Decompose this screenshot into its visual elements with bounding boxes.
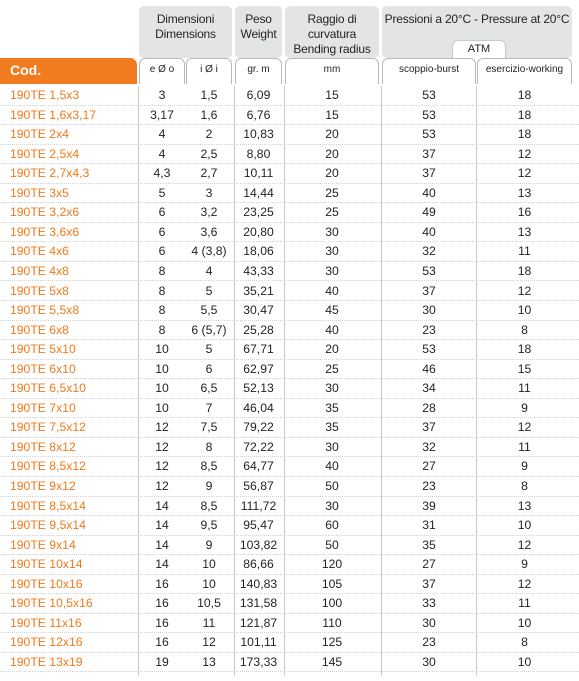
cell-working: 11 (518, 596, 531, 611)
cell-working: 9 (521, 557, 528, 572)
table-row (0, 633, 579, 653)
header-code-label: Cod. (10, 62, 42, 78)
cell-code: 190TE 6,5x10 (10, 381, 86, 396)
header-bending-radius (285, 6, 379, 58)
table-row (0, 282, 579, 302)
cell-working: 13 (517, 498, 532, 513)
cell-weight: 103,82 (239, 537, 278, 552)
cell-working: 10 (517, 303, 532, 318)
cell-radius: 50 (325, 479, 339, 493)
cell-weight: 67,71 (243, 342, 274, 357)
cell-int: 2,7 (200, 166, 218, 181)
cell-burst: 40 (422, 224, 436, 239)
cell-working: 13 (517, 185, 532, 200)
cell-radius: 50 (325, 537, 339, 552)
cell-int: 6 (205, 361, 213, 376)
cell-burst: 23 (422, 322, 436, 337)
table-row (0, 340, 579, 360)
cell-burst: 27 (422, 459, 436, 474)
cell-burst: 40 (422, 185, 436, 200)
cell-ext: 4 (158, 127, 166, 142)
unit-ext-diameter: e Ø o (139, 58, 185, 84)
cell-code: 190TE 5,5x8 (10, 303, 80, 318)
cell-code: 190TE 8,5x12 (10, 459, 86, 474)
table-row (0, 86, 579, 106)
cell-ext: 3,17 (150, 107, 174, 122)
cell-working: 9 (521, 400, 528, 415)
cell-ext: 4 (158, 146, 166, 161)
cell-working: 11 (518, 244, 531, 259)
cell-weight: 30,47 (243, 303, 274, 318)
table-row (0, 477, 579, 497)
cell-code: 190TE 12x16 (10, 635, 83, 650)
cell-weight: 10,11 (243, 166, 274, 181)
cell-burst: 53 (422, 88, 436, 102)
cell-burst: 39 (422, 498, 436, 513)
cell-int: 7,5 (200, 420, 218, 435)
cell-code: 190TE 8x12 (10, 439, 76, 454)
cell-burst: 35 (422, 537, 436, 552)
table-row (0, 536, 579, 556)
cell-burst: 37 (422, 420, 436, 435)
cell-radius: 100 (321, 596, 343, 611)
cell-code: 190TE 11x16 (10, 615, 82, 630)
cell-radius: 30 (325, 224, 339, 239)
unit-working: esercizio-working (477, 58, 572, 84)
table-row (0, 301, 579, 321)
cell-radius: 20 (325, 166, 339, 181)
cell-burst: 28 (422, 400, 436, 415)
cell-burst: 32 (422, 244, 436, 259)
cell-ext: 4,3 (153, 166, 171, 181)
cell-int: 6,5 (200, 381, 218, 396)
cell-ext: 14 (155, 498, 169, 513)
cell-radius: 35 (325, 400, 339, 415)
cell-int: 8,5 (200, 459, 218, 474)
cell-ext: 12 (155, 420, 169, 435)
cell-radius: 15 (325, 107, 339, 122)
cell-working: 12 (517, 146, 532, 161)
table-row (0, 497, 579, 517)
cell-code: 190TE 5x8 (10, 283, 69, 298)
cell-code: 190TE 9x12 (10, 479, 76, 493)
cell-int: 12 (202, 635, 216, 650)
cell-weight: 18,06 (243, 244, 274, 259)
cell-code: 190TE 4x8 (10, 263, 69, 278)
cell-working: 18 (517, 263, 532, 278)
cell-code: 190TE 2,7x4,3 (10, 166, 90, 181)
table-row (0, 145, 579, 165)
cell-int: 1,5 (200, 88, 218, 102)
cell-ext: 16 (155, 635, 169, 650)
cell-weight: 86,66 (243, 557, 274, 572)
cell-burst: 37 (422, 283, 436, 298)
header-bending-it: Raggio di curvatura (307, 12, 357, 41)
cell-burst: 31 (422, 518, 436, 533)
cell-weight: 20,80 (243, 224, 274, 239)
table-row (0, 399, 579, 419)
cell-weight: 43,33 (243, 263, 274, 278)
cell-radius: 60 (325, 518, 339, 533)
header-pressure-label: Pressioni a 20°C - Pressure at 20°C (384, 12, 570, 26)
cell-ext: 3 (158, 88, 166, 102)
unit-radius: mm (285, 58, 379, 84)
cell-radius: 145 (321, 654, 343, 669)
table-row (0, 223, 579, 243)
cell-radius: 40 (325, 459, 339, 474)
cell-code: 190TE 4x6 (10, 244, 69, 259)
cell-radius: 105 (321, 576, 343, 591)
cell-radius: 40 (325, 283, 339, 298)
cell-weight: 101,11 (240, 635, 277, 650)
cell-burst: 37 (422, 576, 436, 591)
table-row (0, 438, 579, 458)
cell-weight: 6,09 (246, 88, 271, 102)
table-row (0, 418, 579, 438)
cell-code: 190TE 3,6x6 (10, 224, 80, 239)
cell-ext: 16 (155, 596, 169, 611)
cell-weight: 6,76 (246, 107, 271, 122)
table-row (0, 653, 579, 673)
cell-code: 190TE 8,5x14 (10, 498, 86, 513)
cell-weight: 62,97 (243, 361, 274, 376)
cell-radius: 25 (325, 185, 339, 200)
cell-radius: 125 (321, 635, 343, 650)
cell-ext: 8 (158, 283, 166, 298)
cell-radius: 30 (325, 439, 339, 454)
table-row (0, 125, 579, 145)
cell-code: 190TE 13x19 (10, 654, 83, 669)
cell-burst: 33 (422, 596, 436, 611)
cell-code: 190TE 3,2x6 (10, 205, 80, 220)
cell-burst: 30 (422, 654, 436, 669)
cell-working: 8 (521, 635, 528, 650)
cell-int: 2,5 (200, 146, 218, 161)
cell-ext: 6 (158, 244, 166, 259)
cell-weight: 10,83 (243, 127, 274, 142)
cell-burst: 53 (422, 127, 436, 142)
cell-weight: 72,22 (243, 439, 274, 454)
cell-working: 12 (517, 420, 532, 435)
cell-int: 5 (205, 342, 213, 357)
cell-code: 190TE 7x10 (10, 400, 76, 415)
header-weight-it: Peso (245, 12, 272, 26)
cell-int: 5,5 (200, 303, 218, 318)
cell-weight: 46,04 (243, 400, 274, 415)
cell-ext: 8 (158, 303, 166, 318)
cell-ext: 6 (158, 224, 166, 239)
cell-weight: 79,22 (243, 420, 274, 435)
cell-radius: 25 (325, 205, 339, 220)
cell-working: 15 (517, 361, 532, 376)
cell-ext: 14 (155, 518, 169, 533)
cell-working: 10 (517, 518, 532, 533)
table-row (0, 457, 579, 477)
cell-working: 16 (517, 205, 532, 220)
cell-radius: 30 (325, 498, 339, 513)
table-row (0, 184, 579, 204)
cell-ext: 10 (155, 400, 169, 415)
cell-int: 10,5 (197, 596, 221, 611)
cell-working: 13 (517, 224, 532, 239)
cell-weight: 64,77 (243, 459, 274, 474)
cell-working: 12 (517, 166, 532, 181)
cell-int: 1,6 (200, 107, 218, 122)
header-atm-label: ATM (467, 43, 491, 55)
cell-radius: 30 (325, 263, 339, 278)
table-row (0, 242, 579, 262)
cell-code: 190TE 2,5x4 (10, 146, 80, 161)
cell-radius: 40 (325, 322, 339, 337)
cell-weight: 56,87 (243, 479, 274, 493)
cell-burst: 34 (422, 381, 436, 396)
unit-burst: scoppio-burst (382, 58, 476, 84)
cell-weight: 111,72 (240, 498, 277, 513)
cell-weight: 25,28 (243, 322, 274, 337)
cell-code: 190TE 9x14 (10, 537, 76, 552)
cell-weight: 35,21 (243, 283, 274, 298)
cell-weight: 131,58 (239, 596, 278, 611)
cell-weight: 23,25 (243, 205, 274, 220)
cell-burst: 23 (422, 479, 436, 493)
cell-int: 4 (3,8) (191, 244, 227, 259)
cell-ext: 14 (155, 557, 169, 572)
cell-burst: 23 (422, 635, 436, 650)
cell-int: 3 (205, 185, 213, 200)
cell-weight: 8,80 (246, 146, 271, 161)
cell-int: 11 (202, 615, 216, 630)
cell-code: 190TE 9,5x14 (10, 518, 86, 533)
cell-ext: 8 (158, 322, 166, 337)
table-row (0, 262, 579, 282)
cell-burst: 46 (422, 361, 436, 376)
cell-ext: 5 (158, 185, 166, 200)
table-row (0, 321, 579, 341)
cell-radius: 30 (325, 244, 339, 259)
cell-working: 11 (518, 381, 531, 396)
cell-code: 190TE 1,5x3 (10, 88, 80, 102)
table-row (0, 379, 579, 399)
cell-ext: 8 (158, 263, 166, 278)
cell-int: 3,2 (200, 205, 218, 220)
header-dimensions (139, 6, 232, 58)
cell-burst: 30 (422, 615, 436, 630)
cell-ext: 10 (155, 342, 169, 357)
cell-code: 190TE 10x14 (10, 557, 83, 572)
header-code (0, 58, 137, 84)
table-row (0, 594, 579, 614)
cell-working: 18 (517, 88, 532, 102)
cell-int: 8,5 (200, 498, 218, 513)
cell-working: 10 (517, 615, 532, 630)
cell-code: 190TE 10,5x16 (10, 596, 93, 611)
cell-weight: 95,47 (243, 518, 274, 533)
cell-working: 8 (521, 479, 528, 493)
cell-weight: 14,44 (243, 185, 274, 200)
cell-ext: 12 (155, 439, 169, 454)
cell-weight: 140,83 (239, 576, 278, 591)
cell-int: 6 (5,7) (191, 322, 227, 337)
cell-int: 5 (205, 283, 213, 298)
table-row (0, 203, 579, 223)
table-row (0, 106, 579, 126)
cell-ext: 19 (155, 654, 169, 669)
cell-radius: 20 (325, 342, 339, 357)
cell-radius: 20 (325, 146, 339, 161)
header-atm (452, 40, 506, 58)
cell-code: 190TE 7,5x12 (10, 420, 86, 435)
cell-radius: 120 (321, 557, 343, 572)
cell-ext: 10 (155, 381, 169, 396)
cell-code: 190TE 5x10 (10, 342, 76, 357)
cell-int: 13 (202, 654, 216, 669)
unit-weight: gr. m (235, 58, 282, 84)
cell-burst: 53 (422, 342, 436, 357)
header-dimensions-en: Dimensions (155, 27, 216, 41)
header-weight-en: Weight (240, 27, 277, 41)
cell-radius: 110 (322, 615, 342, 630)
cell-working: 8 (521, 322, 528, 337)
cell-burst: 37 (422, 166, 436, 181)
cell-working: 18 (517, 107, 532, 122)
cell-ext: 12 (155, 479, 169, 493)
cell-int: 3,6 (200, 224, 218, 239)
cell-int: 4 (205, 263, 213, 278)
cell-burst: 27 (422, 557, 436, 572)
cell-weight: 121,87 (239, 615, 278, 630)
cell-code: 190TE 10x16 (10, 576, 83, 591)
unit-int-diameter: i Ø i (186, 58, 232, 84)
cell-radius: 45 (325, 303, 339, 318)
cell-ext: 16 (155, 576, 169, 591)
cell-int: 8 (205, 439, 213, 454)
cell-working: 12 (517, 283, 532, 298)
header-weight (235, 6, 282, 58)
table-row (0, 555, 579, 575)
cell-weight: 173,33 (239, 654, 278, 669)
table-row (0, 516, 579, 536)
cell-code: 190TE 1,6x3,17 (10, 107, 97, 122)
cell-working: 18 (517, 342, 532, 357)
cell-code: 190TE 6x10 (10, 361, 76, 376)
cell-working: 18 (517, 127, 532, 142)
cell-int: 10 (202, 576, 216, 591)
cell-int: 9 (205, 479, 213, 493)
header-bending-en: Bending radius (293, 42, 371, 56)
cell-weight: 52,13 (243, 381, 274, 396)
cell-ext: 16 (155, 615, 169, 630)
cell-burst: 37 (422, 146, 436, 161)
cell-radius: 25 (325, 361, 339, 376)
table-row (0, 614, 579, 634)
cell-ext: 10 (155, 361, 169, 376)
table-row (0, 575, 579, 595)
cell-ext: 6 (158, 205, 166, 220)
cell-int: 2 (205, 127, 213, 142)
cell-burst: 49 (422, 205, 436, 220)
table-row (0, 164, 579, 184)
cell-burst: 30 (422, 303, 436, 318)
cell-int: 9,5 (200, 518, 218, 533)
cell-radius: 15 (325, 88, 339, 102)
cell-code: 190TE 6x8 (10, 322, 69, 337)
cell-int: 7 (205, 400, 213, 415)
cell-burst: 32 (422, 439, 436, 454)
cell-working: 12 (517, 537, 532, 552)
table-row (0, 360, 579, 380)
cell-working: 12 (517, 576, 532, 591)
cell-int: 9 (205, 537, 213, 552)
cell-radius: 30 (325, 381, 339, 396)
cell-int: 10 (202, 557, 216, 572)
cell-working: 11 (518, 439, 531, 454)
cell-ext: 12 (155, 459, 169, 474)
cell-radius: 35 (325, 420, 339, 435)
cell-working: 9 (521, 459, 528, 474)
cell-burst: 53 (422, 107, 436, 122)
cell-code: 190TE 2x4 (10, 127, 69, 142)
cell-working: 10 (517, 654, 532, 669)
cell-ext: 14 (155, 537, 169, 552)
cell-radius: 20 (325, 127, 339, 142)
cell-burst: 53 (422, 263, 436, 278)
cell-code: 190TE 3x5 (10, 185, 69, 200)
header-dimensions-it: Dimensioni (156, 12, 215, 26)
